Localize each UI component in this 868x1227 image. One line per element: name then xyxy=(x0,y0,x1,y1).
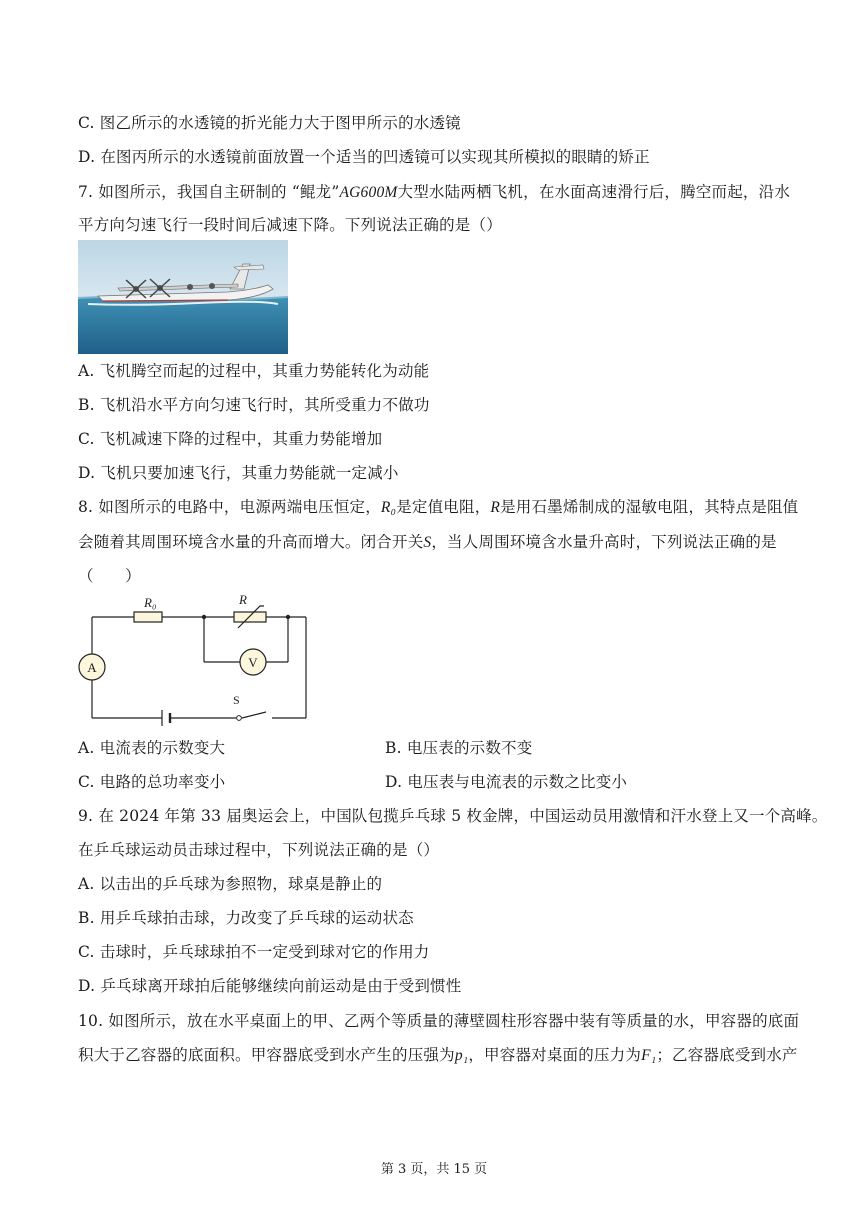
question-7-line-2: 平方向匀速飞行一段时间后减速下降。下列说法正确的是（） xyxy=(78,216,502,234)
r-label: R xyxy=(239,592,247,607)
q10-p1: p₁ xyxy=(454,1047,469,1064)
q8-r: R xyxy=(490,499,501,516)
option-d-prev: D. 在图丙所示的水透镜前面放置一个适当的凹透镜可以实现其所模拟的眼睛的矫正 xyxy=(78,148,650,166)
q7-option-d: D. 飞机只要加速飞行，其重力势能就一定减小 xyxy=(78,464,399,482)
q9-option-d: D. 乒乓球离开球拍后能够继续向前运动是由于受到惯性 xyxy=(78,977,462,995)
q8-text-2b: ，当人周围环境含水量升高时，下列说法正确的是 xyxy=(431,533,777,551)
q8-s: S xyxy=(423,534,432,551)
switch-label: S xyxy=(233,693,240,707)
circuit-diagram xyxy=(76,590,321,730)
q7-text-a: 7. 如图所示，我国自主研制的 “鲲龙” xyxy=(78,183,340,201)
q7-option-a: A. 飞机腾空而起的过程中，其重力势能转化为动能 xyxy=(78,362,430,380)
q8-r0: R₀ xyxy=(380,499,397,516)
q8-text-b: 是定值电阻， xyxy=(396,498,491,516)
q8-option-c: C. 电路的总功率变小 xyxy=(78,773,226,791)
q10-f1: F₁ xyxy=(641,1047,657,1064)
question-10-line-2 xyxy=(78,1045,798,1066)
question-8-line-2 xyxy=(78,532,777,553)
question-8-line-1 xyxy=(78,497,798,518)
question-9-line-2: 在乒乓球运动员击球过程中，下列说法正确的是（） xyxy=(78,841,440,859)
q7-option-c: C. 飞机减速下降的过程中，其重力势能增加 xyxy=(78,430,383,448)
question-9-line-1: 9. 在 2024 年第 33 届奥运会上，中国队包揽乒乓球 5 枚金牌，中国运动员用激情和汗水登上又一个高峰。 xyxy=(78,807,828,825)
q9-option-c: C. 击球时，乒乓球球拍不一定受到球对它的作用力 xyxy=(78,943,430,961)
q10-text-2c: ；乙容器底受到水产 xyxy=(656,1046,798,1064)
page-footer: 第 3 页，共 15 页 xyxy=(380,1162,488,1177)
q8-option-b: B. 电压表的示数不变 xyxy=(385,739,533,757)
q7-text-c: 大型水陆两栖飞机，在水面高速滑行后，腾空而起，沿水 xyxy=(397,183,791,201)
seaplane-photo xyxy=(78,240,288,354)
question-7-line-1 xyxy=(78,182,790,203)
q8-option-d: D. 电压表与电流表的示数之比变小 xyxy=(385,773,628,791)
question-10-line-1: 10. 如图所示，放在水平桌面上的甲、乙两个等质量的薄壁圆柱形容器中装有等质量的水，甲容器的底面 xyxy=(78,1012,800,1030)
r0-label: R₀ xyxy=(144,595,157,610)
q9-option-a: A. 以击出的乒乓球为参照物，球桌是静止的 xyxy=(78,875,383,893)
q10-text-2a: 积大于乙容器的底面积。甲容器底受到水产生的压强为 xyxy=(78,1046,455,1064)
q10-text-2b: ，甲容器对桌面的压力为 xyxy=(468,1046,642,1064)
q7-option-b: B. 飞机沿水平方向匀速飞行时，其所受重力不做功 xyxy=(78,396,430,414)
q8-option-a: A. 电流表的示数变大 xyxy=(78,739,226,757)
q8-text-2a: 会随着其周围环境含水量的升高而增大。闭合开关 xyxy=(78,533,424,551)
q7-model: AG600M xyxy=(339,184,398,201)
q9-option-b: B. 用乒乓球拍击球，力改变了乒乓球的运动状态 xyxy=(78,909,414,927)
voltmeter-label: V xyxy=(248,655,258,670)
option-7c-prev: C. 图乙所示的水透镜的折光能力大于图甲所示的水透镜 xyxy=(78,114,461,132)
q8-text-a: 8. 如图所示的电路中，电源两端电压恒定， xyxy=(78,498,381,516)
question-8-line-3: （ ） xyxy=(78,567,141,585)
q8-text-c: 是用石墨烯制成的湿敏电阻，其特点是阻值 xyxy=(500,498,799,516)
ammeter-label: A xyxy=(87,660,97,675)
